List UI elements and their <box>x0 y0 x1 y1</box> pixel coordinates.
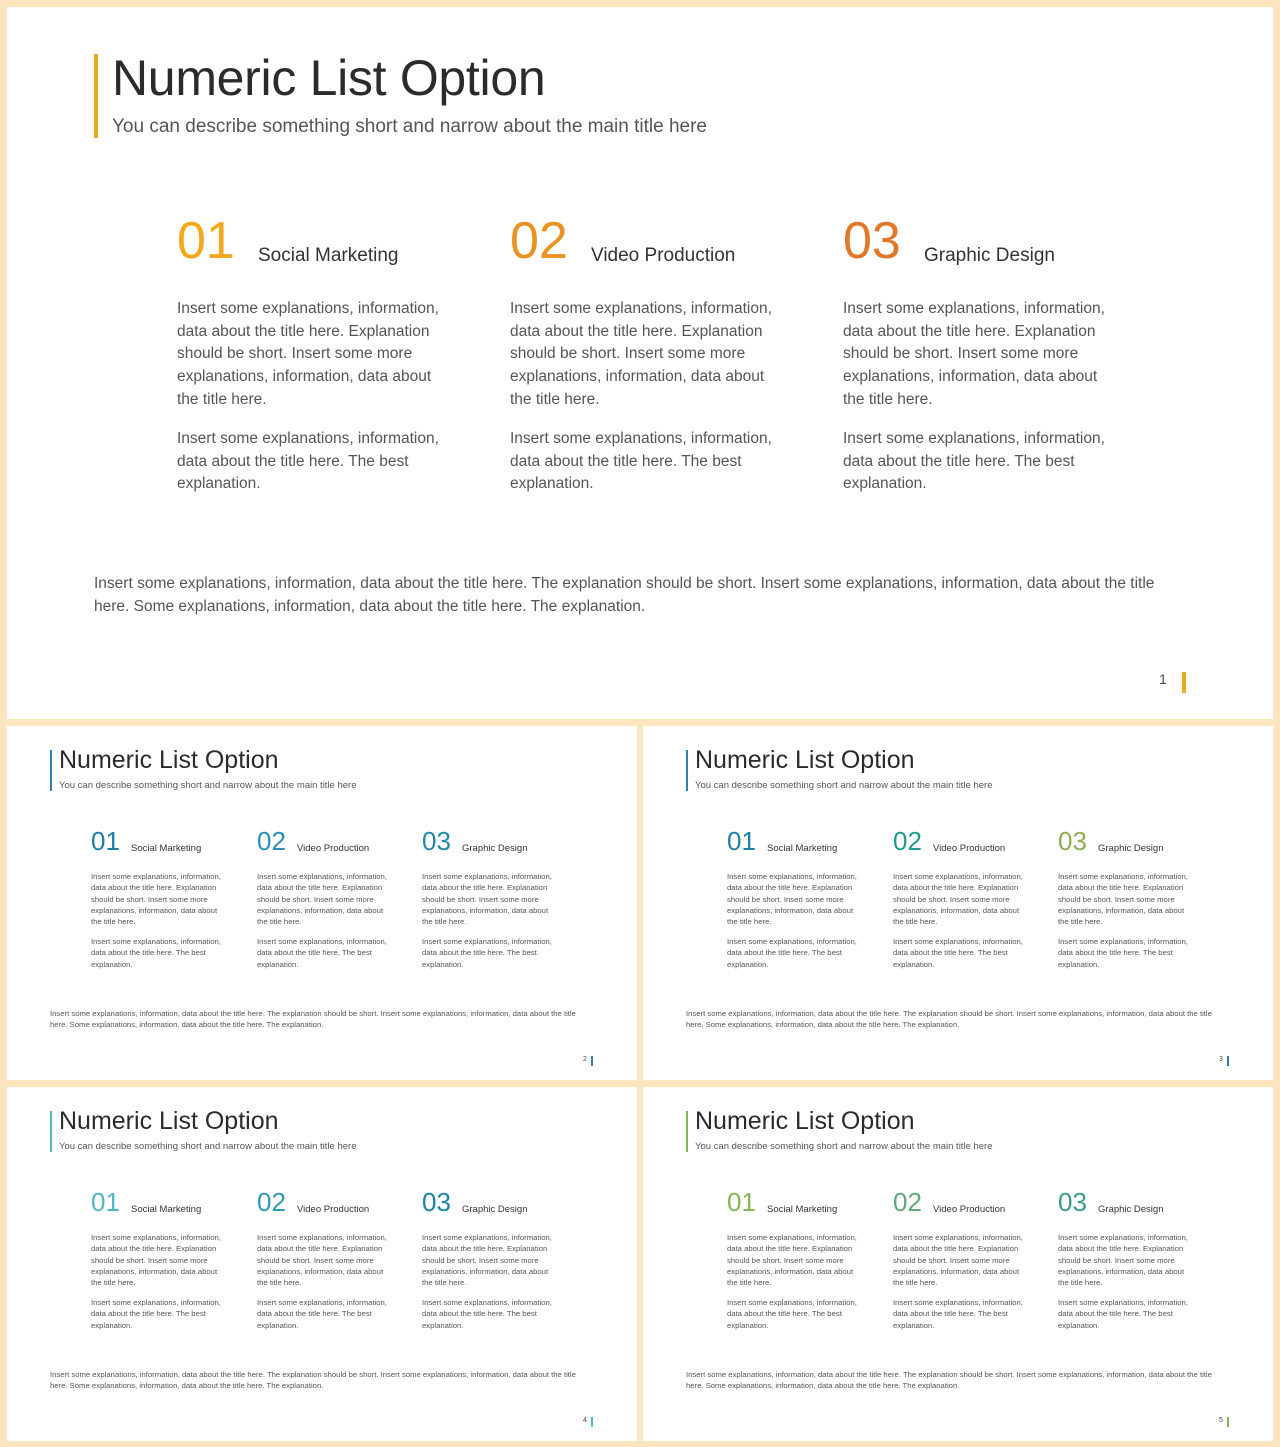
item-note: Insert some explanations, information, data about the title here. The best explanation. <box>727 1298 857 1330</box>
item-note: Insert some explanations, information, data about the title here. The best explanation. <box>422 937 552 969</box>
item-number: 02 <box>510 212 568 270</box>
slide-subtitle: You can describe something short and narrow about the main title here <box>695 780 993 791</box>
item-note: Insert some explanations, information, data about the title here. The best explanation. <box>1058 937 1188 969</box>
page-number: 2 <box>583 1056 587 1063</box>
item-description: Insert some explanations, information, data about the title here. Explanation should be short. Insert some more explanations, information, data about the title here. <box>1058 872 1188 927</box>
slide-subtitle: You can describe something short and narrow about the main title here <box>112 116 707 137</box>
item-description: Insert some explanations, information, data about the title here. Explanation should be short. Insert some more explanations, information, data about the title here. <box>1058 1233 1188 1288</box>
slide-1[interactable] <box>7 7 1273 719</box>
title-accent-bar <box>94 54 98 138</box>
item-note: Insert some explanations, information, data about the title here. The best explanation. <box>893 1298 1023 1330</box>
slide-title: Numeric List Option <box>112 50 546 106</box>
item-heading: Graphic Design <box>1098 1204 1164 1215</box>
item-number: 03 <box>1058 1187 1087 1217</box>
slide-footer-text: Insert some explanations, information, data about the title here. The explanation should be short. Insert some explanations, information, data about the title here. Some explanations, information, data about the title here. The explanation. <box>686 1009 1212 1030</box>
item-number: 01 <box>91 826 120 856</box>
page-number: 1 <box>1159 671 1167 687</box>
item-number: 01 <box>727 1187 756 1217</box>
slide-title: Numeric List Option <box>695 1107 915 1135</box>
slide-5[interactable] <box>643 1087 1273 1441</box>
item-number: 03 <box>843 212 901 270</box>
item-description: Insert some explanations, information, data about the title here. Explanation should be short. Insert some more explanations, information, data about the title here. <box>422 872 552 927</box>
item-description: Insert some explanations, information, data about the title here. Explanation should be short. Insert some more explanations, information, data about the title here. <box>422 1233 552 1288</box>
item-heading: Social Marketing <box>131 843 202 854</box>
item-note: Insert some explanations, information, data about the title here. The best explanation. <box>422 1298 552 1330</box>
slide-footer-text: Insert some explanations, information, data about the title here. The explanation should be short. Insert some explanations, information, data about the title here. Some explanations, information, data about the title here. The explanation. <box>94 575 1155 615</box>
slide-subtitle: You can describe something short and narrow about the main title here <box>59 1141 357 1152</box>
item-number: 02 <box>257 1187 286 1217</box>
slide-footer-text: Insert some explanations, information, data about the title here. The explanation should be short. Insert some explanations, information, data about the title here. Some explanations, information, data about the title here. The explanation. <box>50 1370 576 1391</box>
item-heading: Video Production <box>297 843 370 854</box>
item-heading: Social Marketing <box>767 1204 838 1215</box>
item-heading: Video Production <box>933 1204 1006 1215</box>
slide-4[interactable] <box>7 1087 637 1441</box>
item-note: Insert some explanations, information, data about the title here. The best explanation. <box>893 937 1023 969</box>
item-description: Insert some explanations, information, data about the title here. Explanation should be short. Insert some more explanations, information, data about the title here. <box>91 1233 221 1288</box>
item-number: 01 <box>91 1187 120 1217</box>
page-number-bar <box>1227 1417 1229 1427</box>
item-note: Insert some explanations, information, data about the title here. The best explanation. <box>1058 1298 1188 1330</box>
page-number-bar <box>1182 672 1186 693</box>
item-note: Insert some explanations, information, data about the title here. The best explanation. <box>257 937 387 969</box>
slide-3[interactable] <box>643 726 1273 1080</box>
item-heading: Video Production <box>933 843 1006 854</box>
item-description: Insert some explanations, information, data about the title here. Explanation should be short. Insert some more explanations, information, data about the title here. <box>727 1233 857 1288</box>
item-number: 03 <box>422 826 451 856</box>
item-note: Insert some explanations, information, data about the title here. The best explanation. <box>91 937 221 969</box>
item-note: Insert some explanations, information, data about the title here. The best explanation. <box>177 430 439 493</box>
page-number-bar <box>591 1056 593 1066</box>
item-number: 02 <box>893 1187 922 1217</box>
title-accent-bar <box>686 1111 688 1152</box>
slide-footer-text: Insert some explanations, information, data about the title here. The explanation should be short. Insert some explanations, information, data about the title here. Some explanations, information, data about the title here. The explanation. <box>686 1370 1212 1391</box>
item-number: 03 <box>1058 826 1087 856</box>
item-number: 03 <box>422 1187 451 1217</box>
slide-subtitle: You can describe something short and narrow about the main title here <box>695 1141 993 1152</box>
item-description: Insert some explanations, information, data about the title here. Explanation should be short. Insert some more explanations, information, data about the title here. <box>727 872 857 927</box>
item-description: Insert some explanations, information, data about the title here. Explanation should be short. Insert some more explanations, information, data about the title here. <box>510 300 772 408</box>
item-number: 01 <box>177 212 235 270</box>
item-note: Insert some explanations, information, data about the title here. The best explanation. <box>843 430 1105 493</box>
slide-title: Numeric List Option <box>695 746 915 774</box>
page-number: 4 <box>583 1417 587 1424</box>
item-description: Insert some explanations, information, data about the title here. Explanation should be short. Insert some more explanations, information, data about the title here. <box>893 1233 1023 1288</box>
item-note: Insert some explanations, information, data about the title here. The best explanation. <box>510 430 772 493</box>
item-heading: Graphic Design <box>924 245 1055 266</box>
slide-title: Numeric List Option <box>59 1107 279 1135</box>
item-heading: Social Marketing <box>258 245 399 266</box>
slide-subtitle: You can describe something short and narrow about the main title here <box>59 780 357 791</box>
page-number: 3 <box>1219 1056 1223 1063</box>
title-accent-bar <box>686 750 688 791</box>
item-heading: Graphic Design <box>462 843 528 854</box>
page-number-bar <box>1227 1056 1229 1066</box>
item-description: Insert some explanations, information, data about the title here. Explanation should be short. Insert some more explanations, information, data about the title here. <box>257 872 387 927</box>
item-description: Insert some explanations, information, data about the title here. Explanation should be short. Insert some more explanations, information, data about the title here. <box>177 300 439 408</box>
item-note: Insert some explanations, information, data about the title here. The best explanation. <box>257 1298 387 1330</box>
item-number: 02 <box>257 826 286 856</box>
title-accent-bar <box>50 750 52 791</box>
slide-footer-text: Insert some explanations, information, data about the title here. The explanation should be short. Insert some explanations, information, data about the title here. Some explanations, information, data about the title here. The explanation. <box>50 1009 576 1030</box>
page-number-bar <box>591 1417 593 1427</box>
title-accent-bar <box>50 1111 52 1152</box>
item-description: Insert some explanations, information, data about the title here. Explanation should be short. Insert some more explanations, information, data about the title here. <box>893 872 1023 927</box>
item-heading: Social Marketing <box>131 1204 202 1215</box>
slide-title: Numeric List Option <box>59 746 279 774</box>
item-note: Insert some explanations, information, data about the title here. The best explanation. <box>727 937 857 969</box>
item-description: Insert some explanations, information, data about the title here. Explanation should be short. Insert some more explanations, information, data about the title here. <box>257 1233 387 1288</box>
item-number: 02 <box>893 826 922 856</box>
page-number: 5 <box>1219 1417 1223 1424</box>
item-heading: Video Production <box>297 1204 370 1215</box>
item-description: Insert some explanations, information, data about the title here. Explanation should be short. Insert some more explanations, information, data about the title here. <box>843 300 1105 408</box>
item-heading: Video Production <box>591 245 736 266</box>
item-heading: Graphic Design <box>1098 843 1164 854</box>
item-heading: Social Marketing <box>767 843 838 854</box>
item-description: Insert some explanations, information, data about the title here. Explanation should be short. Insert some more explanations, information, data about the title here. <box>91 872 221 927</box>
item-note: Insert some explanations, information, data about the title here. The best explanation. <box>91 1298 221 1330</box>
slide-2[interactable] <box>7 726 637 1080</box>
item-heading: Graphic Design <box>462 1204 528 1215</box>
item-number: 01 <box>727 826 756 856</box>
